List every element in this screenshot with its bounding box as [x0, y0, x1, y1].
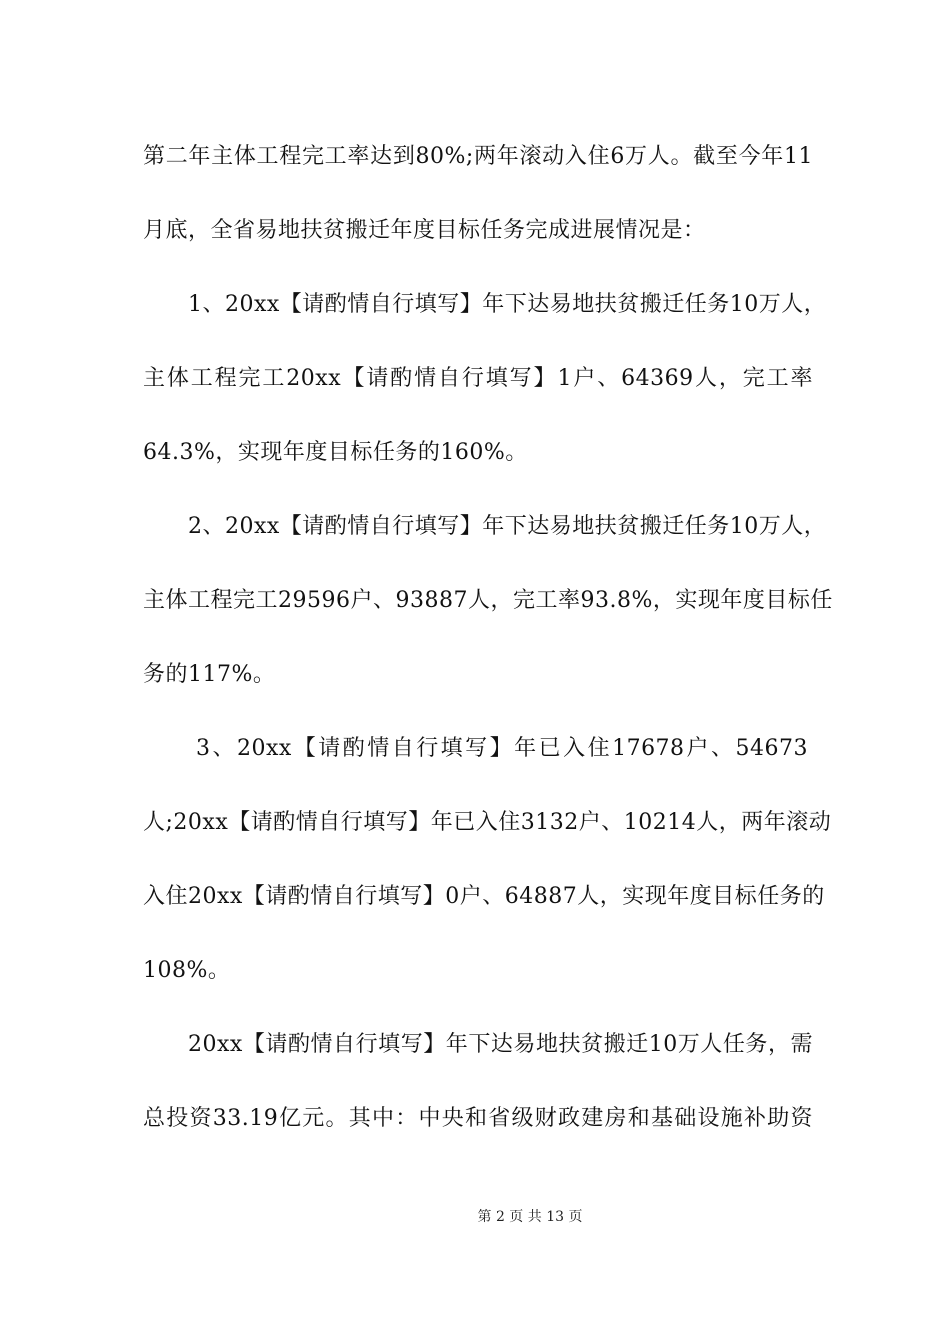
text-line-10: 人;20xx【请酌情自行填写】年已入住3132户、10214人，两年滚动 [143, 810, 832, 835]
text-line-8: 务的117%。 [143, 662, 276, 687]
text-line-12: 108%。 [143, 958, 231, 983]
text-line-4: 主体工程完工20xx【请酌情自行填写】1户、64369人，完工率 [143, 366, 813, 391]
text-line-6: 2、20xx【请酌情自行填写】年下达易地扶贫搬迁任务10万人， [188, 514, 827, 539]
text-line-9: 3、20xx【请酌情自行填写】年已入住17678户、54673 [196, 736, 808, 761]
text-line-3: 1、20xx【请酌情自行填写】年下达易地扶贫搬迁任务10万人， [188, 292, 827, 317]
text-line-13: 20xx【请酌情自行填写】年下达易地扶贫搬迁10万人任务，需 [188, 1032, 813, 1057]
text-line-14: 总投资33.19亿元。其中：中央和省级财政建房和基础设施补助资 [143, 1106, 813, 1131]
text-line-7: 主体工程完工29596户、93887人，完工率93.8%，实现年度目标任 [143, 588, 833, 613]
text-line-11: 入住20xx【请酌情自行填写】0户、64887人，实现年度目标任务的 [143, 884, 825, 909]
text-line-1: 第二年主体工程完工率达到80%;两年滚动入住6万人。截至今年11 [143, 144, 813, 169]
page-number-footer: 第 2 页 共 13 页 [477, 1209, 583, 1225]
text-line-5: 64.3%，实现年度目标任务的160%。 [143, 440, 528, 465]
text-line-2: 月底，全省易地扶贫搬迁年度目标任务完成进展情况是： [143, 218, 706, 243]
